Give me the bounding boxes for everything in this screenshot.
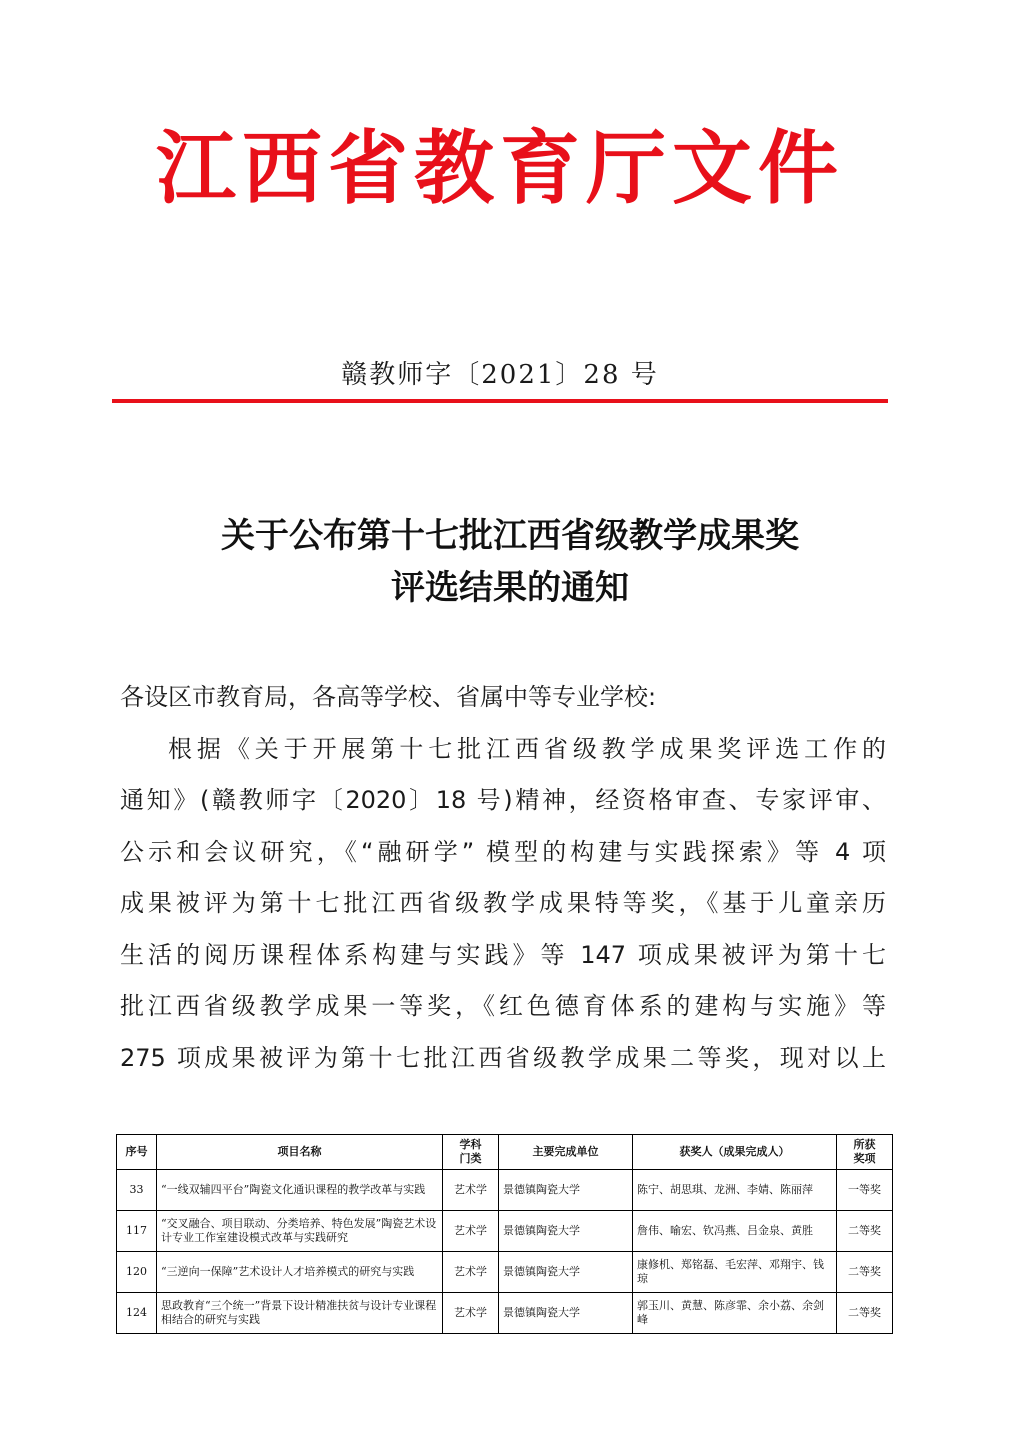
body-line: 批江西省级教学成果一等奖，《红色德育体系的建构与实施》等 — [120, 992, 886, 1020]
notice-body — [120, 672, 886, 1084]
cell-discipline: 艺术学 — [443, 1211, 499, 1252]
red-divider-line — [112, 399, 888, 403]
notice-title — [110, 510, 910, 614]
cell-award: 二等奖 — [837, 1211, 893, 1252]
cell-winners: 陈宁、胡思琪、龙洲、李婧、陈丽萍 — [633, 1170, 837, 1211]
table-row — [117, 1293, 893, 1334]
cell-project: “一线双辅四平台”陶瓷文化通识课程的教学改革与实践 — [157, 1170, 443, 1211]
cell-discipline: 艺术学 — [443, 1252, 499, 1293]
cell-winners: 郭玉川、黄慧、陈彦霏、余小荔、余剑峰 — [633, 1293, 837, 1334]
cell-no: 120 — [117, 1252, 157, 1293]
cell-no: 117 — [117, 1211, 157, 1252]
cell-project: 思政教育“三个统一”背景下设计精准扶贫与设计专业课程相结合的研究与实践 — [157, 1293, 443, 1334]
red-header-title: 江西省教育厅文件 — [156, 121, 844, 215]
awards-table — [116, 1134, 893, 1334]
cell-no: 124 — [117, 1293, 157, 1334]
body-line: 根据《关于开展第十七批江西省级教学成果奖评选工作的 — [168, 734, 886, 763]
cell-winners: 詹伟、喻宏、钦冯燕、吕金泉、黄胜 — [633, 1211, 837, 1252]
salutation: 各设区市教育局，各高等学校、省属中等专业学校: — [120, 683, 657, 711]
document-number: 赣教师字〔2021〕28 号 — [341, 360, 659, 390]
cell-discipline: 艺术学 — [443, 1170, 499, 1211]
table-header-row — [117, 1135, 893, 1170]
cell-award: 二等奖 — [837, 1293, 893, 1334]
header-award: 所获 奖项 — [837, 1135, 893, 1170]
header-winners: 获奖人（成果完成人） — [633, 1135, 837, 1170]
body-line: 生活的阅历课程体系构建与实践》等 147 项成果被评为第十七 — [120, 940, 886, 969]
notice-title-line-2: 评选结果的通知 — [391, 568, 629, 608]
cell-unit: 景德镇陶瓷大学 — [499, 1293, 633, 1334]
cell-project: “交叉融合、项目联动、分类培养、特色发展”陶瓷艺术设计专业工作室建设模式改革与实践研究 — [157, 1211, 443, 1252]
cell-no: 33 — [117, 1170, 157, 1211]
body-line: 通知》(赣教师字〔2020〕18 号)精神，经资格审查、专家评审、 — [120, 786, 886, 814]
notice-title-line-1: 关于公布第十七批江西省级教学成果奖 — [221, 516, 799, 556]
body-line: 公示和会议研究，《“融研学” 模型的构建与实践探索》等 4 项 — [120, 837, 886, 866]
cell-project: “三逆向一保障”艺术设计人才培养模式的研究与实践 — [157, 1252, 443, 1293]
cell-award: 一等奖 — [837, 1170, 893, 1211]
cell-unit: 景德镇陶瓷大学 — [499, 1170, 633, 1211]
cell-award: 二等奖 — [837, 1252, 893, 1293]
header-discipline: 学科 门类 — [443, 1135, 499, 1170]
header-unit: 主要完成单位 — [499, 1135, 633, 1170]
table-row — [117, 1170, 893, 1211]
body-line: 275 项成果被评为第十七批江西省级教学成果二等奖，现对以上 — [120, 1043, 886, 1072]
cell-winners: 康修机、郑铭磊、毛宏萍、邓翔宇、钱琼 — [633, 1252, 837, 1293]
header-no: 序号 — [117, 1135, 157, 1170]
cell-unit: 景德镇陶瓷大学 — [499, 1252, 633, 1293]
table-row — [117, 1252, 893, 1293]
table-row — [117, 1211, 893, 1252]
body-line: 成果被评为第十七批江西省级教学成果特等奖，《基于儿童亲历 — [120, 889, 886, 917]
header-project: 项目名称 — [157, 1135, 443, 1170]
cell-discipline: 艺术学 — [443, 1293, 499, 1334]
cell-unit: 景德镇陶瓷大学 — [499, 1211, 633, 1252]
